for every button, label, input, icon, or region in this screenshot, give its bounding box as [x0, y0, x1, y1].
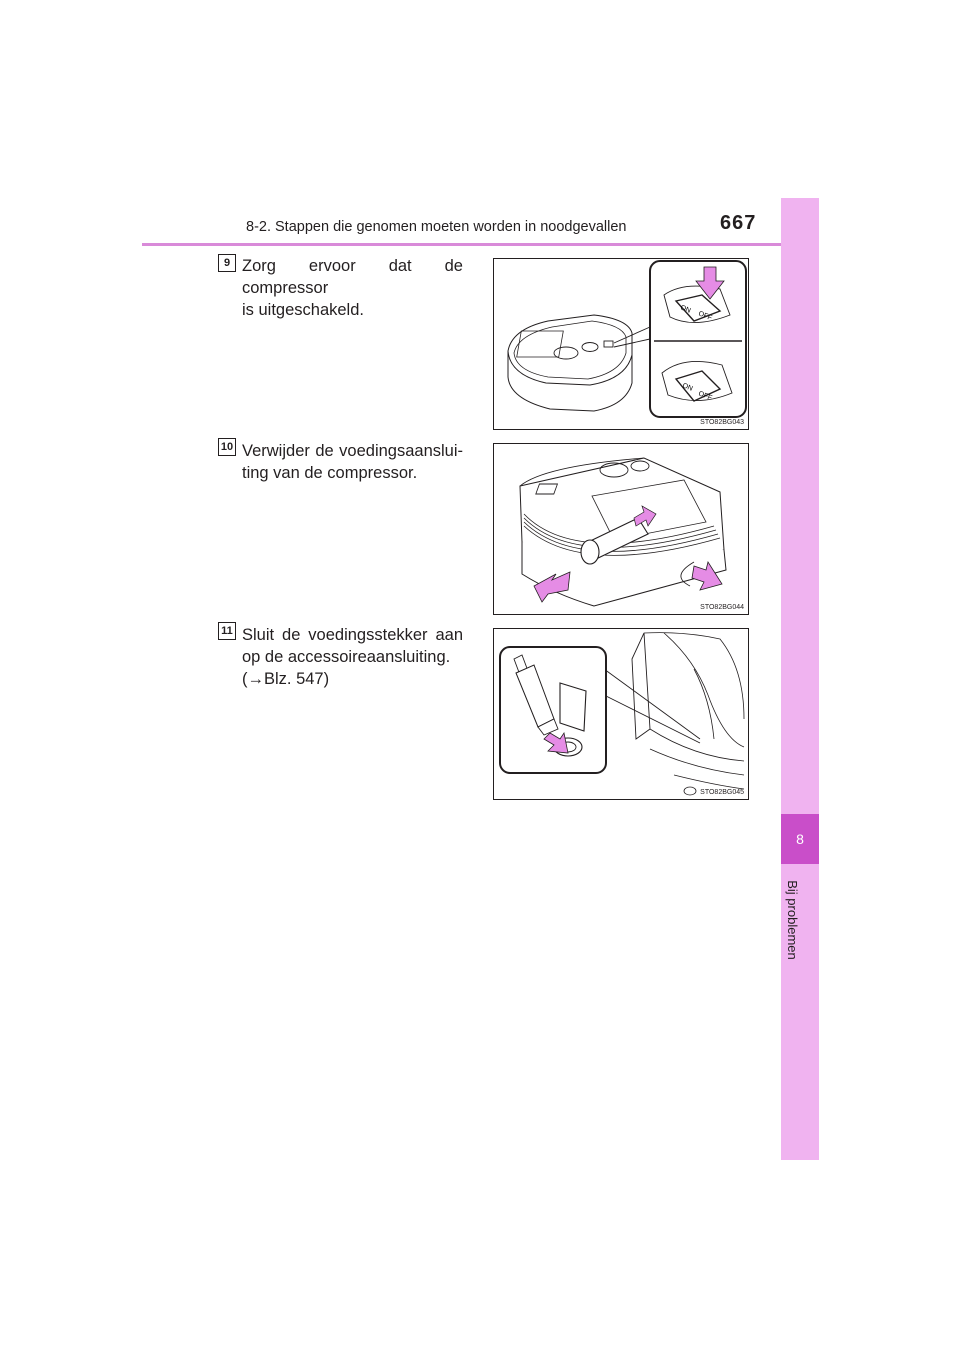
figure-code: STO82BG044: [700, 604, 744, 611]
page-number: 667: [720, 212, 757, 234]
figure-code: STO82BG045: [700, 789, 744, 796]
chapter-side-tab: [781, 198, 819, 1160]
switch-on-label: ON: [681, 382, 694, 393]
figure-compressor-switch: [493, 258, 749, 430]
step-line: op de accessoireaansluiting.: [242, 648, 451, 666]
step-text-9: [242, 255, 463, 321]
step-text-10: [242, 440, 463, 484]
step-badge-11: 11: [218, 622, 236, 640]
switch-off-label: OFF: [697, 390, 713, 403]
switch-off-label: OFF: [697, 310, 713, 323]
compressor-switch-illustration: [494, 259, 750, 431]
step-badge-10: 10: [218, 438, 236, 456]
accessory-socket-illustration: [494, 629, 750, 801]
step-badge-9: 9: [218, 254, 236, 272]
chapter-number-tab: 8: [781, 814, 819, 864]
header-divider: [142, 243, 819, 246]
figure-code: STO82BG043: [700, 419, 744, 426]
step-text-11: [242, 624, 463, 690]
step-line: (→Blz. 547): [242, 670, 330, 688]
figure-connect-accessory-socket: [493, 628, 749, 800]
step-line: ting van de compressor.: [242, 464, 418, 482]
switch-on-label: ON: [679, 304, 692, 315]
step-line: Zorg ervoor dat de compressor: [242, 257, 463, 297]
step-line: is uitgeschakeld.: [242, 301, 364, 319]
section-title: 8-2. Stappen die genomen moeten worden in noodgevallen: [246, 219, 627, 235]
chapter-label: Bij problemen: [785, 880, 800, 960]
figure-remove-power-plug: [493, 443, 749, 615]
step-line: Verwijder de voedingsaanslui-: [242, 442, 463, 460]
remove-plug-illustration: [494, 444, 750, 616]
step-line: Sluit de voedingsstekker aan: [242, 626, 463, 644]
